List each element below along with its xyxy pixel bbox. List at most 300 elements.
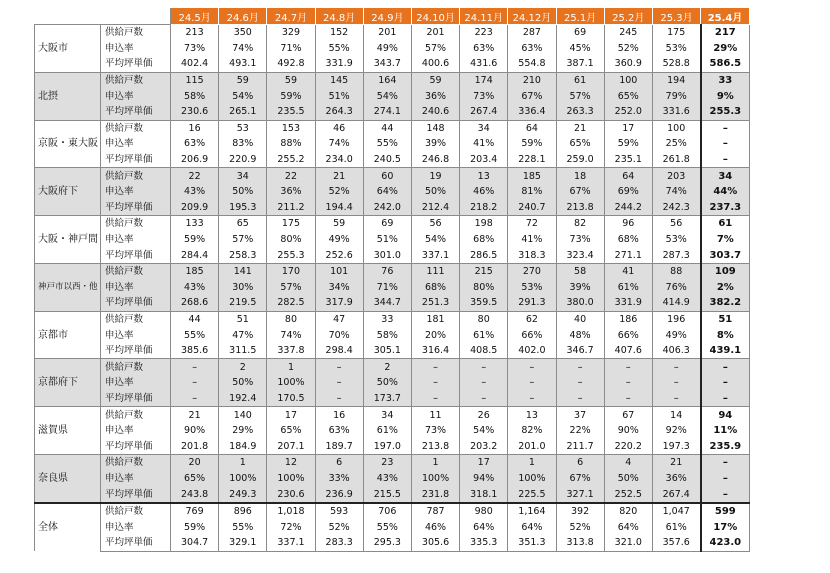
value-cell: 54%: [411, 232, 459, 248]
value-cell: –: [604, 375, 652, 391]
value-cell: –: [652, 391, 700, 407]
month-header-cell: 24.11月: [460, 8, 508, 25]
value-cell: 53: [219, 120, 267, 136]
value-cell: 101: [315, 263, 363, 279]
value-cell: 100%: [267, 471, 315, 487]
value-cell: 74%: [652, 184, 700, 200]
value-cell: 80%: [267, 232, 315, 248]
value-cell: 301.0: [363, 247, 411, 263]
value-cell: 82: [556, 216, 604, 232]
value-cell: 73%: [460, 88, 508, 104]
value-cell: 1: [508, 455, 556, 471]
table-row: [35, 423, 750, 439]
value-cell: 242.3: [652, 200, 700, 216]
value-cell: –: [171, 375, 219, 391]
latest-value-cell: 17%: [701, 519, 750, 535]
value-cell: 59: [267, 72, 315, 88]
value-cell: 264.3: [315, 104, 363, 120]
value-cell: 181: [411, 311, 459, 327]
value-cell: 69: [556, 25, 604, 41]
value-cell: 58: [556, 263, 604, 279]
value-cell: 820: [604, 503, 652, 520]
value-cell: 265.1: [219, 104, 267, 120]
value-cell: 407.6: [604, 343, 652, 359]
value-cell: 414.9: [652, 295, 700, 311]
value-cell: 21: [652, 455, 700, 471]
value-cell: 346.7: [556, 343, 604, 359]
value-cell: 50%: [363, 375, 411, 391]
value-cell: 72: [508, 216, 556, 232]
table-row: [35, 391, 750, 407]
value-cell: 327.1: [556, 486, 604, 503]
month-header-cell: 24.5月: [171, 8, 219, 25]
table-row: [35, 295, 750, 311]
value-cell: 52%: [315, 519, 363, 535]
region-group: [35, 168, 750, 216]
value-cell: 267.4: [652, 486, 700, 503]
value-cell: 34%: [315, 280, 363, 296]
value-cell: 321.0: [604, 535, 652, 551]
value-cell: 298.4: [315, 343, 363, 359]
value-cell: 235.1: [604, 152, 652, 168]
value-cell: 335.3: [460, 535, 508, 551]
value-cell: 291.3: [508, 295, 556, 311]
value-cell: 203: [652, 168, 700, 184]
value-cell: 20%: [411, 327, 459, 343]
table-row: [35, 359, 750, 375]
value-cell: 201.0: [508, 438, 556, 454]
value-cell: 203.4: [460, 152, 508, 168]
value-cell: 198: [460, 216, 508, 232]
table-row: [35, 486, 750, 503]
value-cell: –: [604, 391, 652, 407]
value-cell: 37: [556, 407, 604, 423]
value-cell: 344.7: [363, 295, 411, 311]
metric-label: 申込率: [101, 136, 171, 152]
value-cell: 173.7: [363, 391, 411, 407]
value-cell: –: [171, 391, 219, 407]
value-cell: 1,018: [267, 503, 315, 520]
region-group: [35, 25, 750, 73]
metric-label: 平均坪単価: [101, 104, 171, 120]
latest-value-cell: –: [701, 375, 750, 391]
value-cell: –: [315, 375, 363, 391]
value-cell: 92%: [652, 423, 700, 439]
value-cell: 64: [604, 168, 652, 184]
value-cell: 22: [267, 168, 315, 184]
region-group: [35, 503, 750, 551]
value-cell: 100%: [267, 375, 315, 391]
table-row: [35, 232, 750, 248]
value-cell: 305.1: [363, 343, 411, 359]
table-row: [35, 343, 750, 359]
value-cell: 47: [315, 311, 363, 327]
value-cell: 230.6: [171, 104, 219, 120]
value-cell: 53%: [508, 280, 556, 296]
metric-label: 申込率: [101, 41, 171, 57]
value-cell: 343.7: [363, 56, 411, 72]
latest-value-cell: 423.0: [701, 535, 750, 551]
value-cell: 59: [315, 216, 363, 232]
value-cell: 2: [363, 359, 411, 375]
value-cell: –: [604, 359, 652, 375]
value-cell: 19: [411, 168, 459, 184]
latest-value-cell: 255.3: [701, 104, 750, 120]
value-cell: 240.6: [411, 104, 459, 120]
metric-label: 供給戸数: [101, 455, 171, 471]
latest-value-cell: 33: [701, 72, 750, 88]
metric-label: 申込率: [101, 519, 171, 535]
latest-value-cell: 599: [701, 503, 750, 520]
value-cell: 1: [267, 359, 315, 375]
value-cell: 431.6: [460, 56, 508, 72]
metric-label: 供給戸数: [101, 503, 171, 520]
metric-label: 平均坪単価: [101, 200, 171, 216]
table-row: [35, 25, 750, 41]
value-cell: 63%: [171, 136, 219, 152]
table-row: [35, 216, 750, 232]
value-cell: 351.3: [508, 535, 556, 551]
month-header-cell: 25.2月: [604, 8, 652, 25]
value-cell: 55%: [171, 327, 219, 343]
region-label: 大阪市: [35, 25, 101, 73]
value-cell: 329: [267, 25, 315, 41]
value-cell: 211.2: [267, 200, 315, 216]
latest-value-cell: –: [701, 120, 750, 136]
latest-value-cell: 2%: [701, 280, 750, 296]
value-cell: 57%: [219, 232, 267, 248]
value-cell: 73%: [171, 41, 219, 57]
value-cell: 62: [508, 311, 556, 327]
metric-label: 申込率: [101, 471, 171, 487]
value-cell: 311.5: [219, 343, 267, 359]
value-cell: 380.0: [556, 295, 604, 311]
value-cell: 258.3: [219, 247, 267, 263]
value-cell: 4: [604, 455, 652, 471]
value-cell: 68%: [411, 280, 459, 296]
value-cell: 21: [315, 168, 363, 184]
metric-label: 平均坪単価: [101, 486, 171, 503]
value-cell: 174: [460, 72, 508, 88]
value-cell: 274.1: [363, 104, 411, 120]
value-cell: 152: [315, 25, 363, 41]
value-cell: 80: [267, 311, 315, 327]
table-row: [35, 41, 750, 57]
value-cell: 90%: [171, 423, 219, 439]
value-cell: 148: [411, 120, 459, 136]
value-cell: 219.5: [219, 295, 267, 311]
region-label: 北摂: [35, 72, 101, 120]
value-cell: 39%: [556, 280, 604, 296]
value-cell: 34: [460, 120, 508, 136]
value-cell: 140: [219, 407, 267, 423]
value-cell: 316.4: [411, 343, 459, 359]
value-cell: 194.4: [315, 200, 363, 216]
region-group: [35, 407, 750, 455]
value-cell: 80: [460, 311, 508, 327]
table-row: [35, 120, 750, 136]
value-cell: 48%: [556, 327, 604, 343]
metric-label: 申込率: [101, 375, 171, 391]
value-cell: 251.3: [411, 295, 459, 311]
value-cell: 175: [652, 25, 700, 41]
metric-label: 申込率: [101, 88, 171, 104]
value-cell: 49%: [315, 232, 363, 248]
value-cell: –: [411, 359, 459, 375]
value-cell: 215: [460, 263, 508, 279]
month-header-cell: 25.4月: [701, 8, 750, 25]
value-cell: 252.5: [604, 486, 652, 503]
value-cell: 73%: [556, 232, 604, 248]
value-cell: 23: [363, 455, 411, 471]
latest-value-cell: 34: [701, 168, 750, 184]
value-cell: 195.3: [219, 200, 267, 216]
latest-value-cell: 235.9: [701, 438, 750, 454]
value-cell: 96: [604, 216, 652, 232]
metric-label: 供給戸数: [101, 407, 171, 423]
value-cell: 100%: [508, 471, 556, 487]
metric-label: 平均坪単価: [101, 391, 171, 407]
value-cell: 261.8: [652, 152, 700, 168]
metric-label: 平均坪単価: [101, 152, 171, 168]
value-cell: 189.7: [315, 438, 363, 454]
value-cell: 55%: [219, 519, 267, 535]
table-row: [35, 471, 750, 487]
region-label: 京都市: [35, 311, 101, 359]
value-cell: 213: [171, 25, 219, 41]
value-cell: 56: [652, 216, 700, 232]
table-row: [35, 455, 750, 471]
region-label: 京都府下: [35, 359, 101, 407]
table-row: [35, 72, 750, 88]
value-cell: 249.3: [219, 486, 267, 503]
value-cell: 69%: [604, 184, 652, 200]
value-cell: 61%: [363, 423, 411, 439]
value-cell: 21: [171, 407, 219, 423]
value-cell: 331.6: [652, 104, 700, 120]
value-cell: 337.1: [267, 535, 315, 551]
value-cell: 201: [363, 25, 411, 41]
value-cell: 170.5: [267, 391, 315, 407]
header-blank-cell: [35, 8, 171, 25]
value-cell: 55%: [363, 136, 411, 152]
value-cell: 34: [363, 407, 411, 423]
market-table-container: [34, 8, 750, 552]
value-cell: 769: [171, 503, 219, 520]
value-cell: 402.0: [508, 343, 556, 359]
value-cell: 267.4: [460, 104, 508, 120]
value-cell: 40: [556, 311, 604, 327]
value-cell: 63%: [315, 423, 363, 439]
latest-value-cell: –: [701, 359, 750, 375]
value-cell: 80%: [460, 280, 508, 296]
value-cell: 88: [652, 263, 700, 279]
value-cell: 213.8: [411, 438, 459, 454]
latest-value-cell: 51: [701, 311, 750, 327]
value-cell: 213.8: [556, 200, 604, 216]
value-cell: 50%: [604, 471, 652, 487]
value-cell: 66%: [508, 327, 556, 343]
table-row: [35, 184, 750, 200]
value-cell: 211.7: [556, 438, 604, 454]
value-cell: 71%: [267, 41, 315, 57]
value-cell: 67%: [508, 88, 556, 104]
region-label: 神戸市以西・他: [35, 263, 101, 311]
metric-label: 申込率: [101, 280, 171, 296]
value-cell: 65%: [556, 136, 604, 152]
value-cell: –: [411, 375, 459, 391]
value-cell: 220.9: [219, 152, 267, 168]
metric-label: 供給戸数: [101, 72, 171, 88]
value-cell: 13: [508, 407, 556, 423]
value-cell: 14: [652, 407, 700, 423]
value-cell: 59%: [604, 136, 652, 152]
value-cell: 240.7: [508, 200, 556, 216]
latest-value-cell: 61: [701, 216, 750, 232]
metric-label: 申込率: [101, 327, 171, 343]
metric-label: 供給戸数: [101, 168, 171, 184]
value-cell: 61%: [652, 519, 700, 535]
value-cell: 100%: [219, 471, 267, 487]
region-label: 奈良県: [35, 455, 101, 503]
value-cell: 71%: [363, 280, 411, 296]
value-cell: 206.9: [171, 152, 219, 168]
value-cell: 1,047: [652, 503, 700, 520]
value-cell: 164: [363, 72, 411, 88]
value-cell: 43%: [363, 471, 411, 487]
latest-value-cell: 237.3: [701, 200, 750, 216]
value-cell: 56: [411, 216, 459, 232]
value-cell: 59: [411, 72, 459, 88]
value-cell: 201.8: [171, 438, 219, 454]
value-cell: 402.4: [171, 56, 219, 72]
value-cell: 72%: [267, 519, 315, 535]
value-cell: 88%: [267, 136, 315, 152]
value-cell: 259.0: [556, 152, 604, 168]
value-cell: 235.5: [267, 104, 315, 120]
value-cell: 244.2: [604, 200, 652, 216]
value-cell: 286.5: [460, 247, 508, 263]
value-cell: –: [460, 375, 508, 391]
value-cell: 36%: [411, 88, 459, 104]
value-cell: 317.9: [315, 295, 363, 311]
value-cell: 59%: [171, 232, 219, 248]
value-cell: 1,164: [508, 503, 556, 520]
value-cell: 68%: [604, 232, 652, 248]
table-row: [35, 263, 750, 279]
value-cell: 153: [267, 120, 315, 136]
metric-label: 平均坪単価: [101, 343, 171, 359]
value-cell: 197.3: [652, 438, 700, 454]
value-cell: 245: [604, 25, 652, 41]
value-cell: 50%: [219, 184, 267, 200]
value-cell: 593: [315, 503, 363, 520]
value-cell: 185: [171, 263, 219, 279]
table-row: [35, 104, 750, 120]
table-row: [35, 535, 750, 551]
latest-value-cell: 303.7: [701, 247, 750, 263]
value-cell: 51: [219, 311, 267, 327]
value-cell: 242.0: [363, 200, 411, 216]
value-cell: 64%: [604, 519, 652, 535]
value-cell: 94%: [460, 471, 508, 487]
value-cell: –: [315, 359, 363, 375]
value-cell: 493.1: [219, 56, 267, 72]
table-row: [35, 519, 750, 535]
value-cell: 41: [604, 263, 652, 279]
value-cell: 268.6: [171, 295, 219, 311]
value-cell: 350: [219, 25, 267, 41]
table-row: [35, 438, 750, 454]
value-cell: 225.5: [508, 486, 556, 503]
value-cell: 12: [267, 455, 315, 471]
value-cell: 16: [315, 407, 363, 423]
value-cell: –: [652, 359, 700, 375]
value-cell: 65%: [171, 471, 219, 487]
value-cell: 64%: [460, 519, 508, 535]
value-cell: 337.1: [411, 247, 459, 263]
month-header-cell: 24.12月: [508, 8, 556, 25]
table-row: [35, 168, 750, 184]
region-group: [35, 311, 750, 359]
latest-value-cell: 29%: [701, 41, 750, 57]
table-row: [35, 152, 750, 168]
value-cell: 263.3: [556, 104, 604, 120]
value-cell: 57%: [556, 88, 604, 104]
value-cell: 236.9: [315, 486, 363, 503]
value-cell: 240.5: [363, 152, 411, 168]
latest-value-cell: –: [701, 136, 750, 152]
table-row: [35, 311, 750, 327]
value-cell: 323.4: [556, 247, 604, 263]
value-cell: 90%: [604, 423, 652, 439]
value-cell: 57%: [267, 280, 315, 296]
value-cell: 33: [363, 311, 411, 327]
value-cell: 406.3: [652, 343, 700, 359]
metric-label: 供給戸数: [101, 216, 171, 232]
metric-label: 供給戸数: [101, 120, 171, 136]
region-group: [35, 455, 750, 503]
value-cell: 6: [556, 455, 604, 471]
value-cell: –: [556, 359, 604, 375]
table-row: [35, 200, 750, 216]
value-cell: 197.0: [363, 438, 411, 454]
value-cell: 360.9: [604, 56, 652, 72]
value-cell: –: [460, 391, 508, 407]
table-header: [35, 8, 750, 25]
latest-value-cell: 109: [701, 263, 750, 279]
value-cell: 212.4: [411, 200, 459, 216]
value-cell: 73%: [411, 423, 459, 439]
value-cell: 196: [652, 311, 700, 327]
value-cell: 255.2: [267, 152, 315, 168]
table-row: [35, 280, 750, 296]
metric-label: 申込率: [101, 232, 171, 248]
value-cell: 220.2: [604, 438, 652, 454]
value-cell: 243.8: [171, 486, 219, 503]
value-cell: 17: [604, 120, 652, 136]
value-cell: 246.8: [411, 152, 459, 168]
value-cell: 51%: [363, 232, 411, 248]
value-cell: 230.6: [267, 486, 315, 503]
metric-label: 平均坪単価: [101, 56, 171, 72]
table-row: [35, 88, 750, 104]
value-cell: 185: [508, 168, 556, 184]
region-label: 全体: [35, 503, 101, 551]
table-row: [35, 56, 750, 72]
metric-label: 供給戸数: [101, 311, 171, 327]
value-cell: 408.5: [460, 343, 508, 359]
